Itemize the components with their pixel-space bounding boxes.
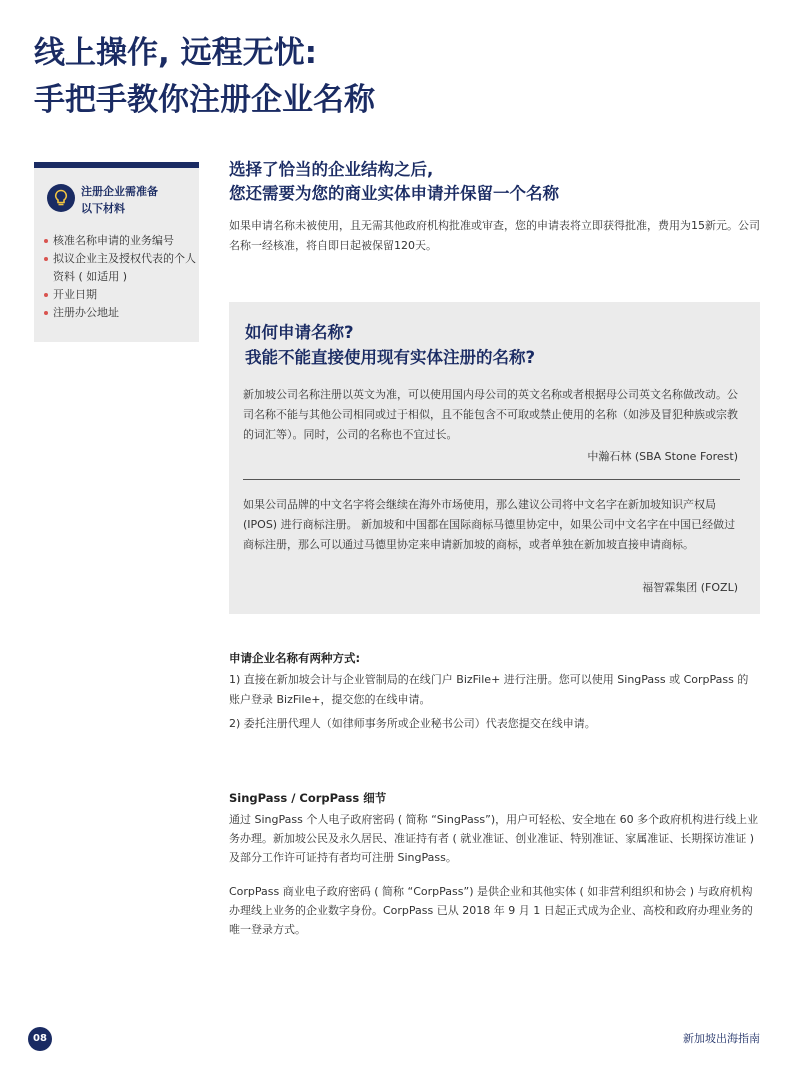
list-item: 拟议企业主及授权代表的个人资料 ( 如适用 ) <box>44 250 196 286</box>
corppass-paragraph: CorpPass 商业电子政府密码 ( 简称 “CorpPass”) 是供企业和其他实体 ( 如非营利组织和协会 ) 与政府机构办理线上业务的企业数字身份。CorpPass 已从 2018 年 9 月 1 日起正式成为企业、高校和政府办理业务的唯一登录方式。 <box>229 885 753 936</box>
page-title <box>34 30 594 124</box>
sidebar-title-line-1: 注册企业需准备 <box>81 185 158 198</box>
method-item-1: 1) 直接在新加坡会计与企业管制局的在线门户 BizFile+ 进行注册。您可以使用 SingPass 或 CorpPass 的账户登录 BizFile+，提交您的在线申请。 <box>229 673 749 706</box>
section-heading-line-2: 您还需要为您的商业实体申请并保留一个名称 <box>229 184 559 203</box>
page-title-line-1: 线上操作, 远程无忧: <box>34 35 317 71</box>
singpass-heading: SingPass / CorpPass 细节 <box>229 791 387 805</box>
section-heading <box>229 158 769 206</box>
page-title-line-2: 手把手教你注册企业名称 <box>34 82 375 118</box>
lightbulb-icon <box>47 184 75 212</box>
methods-heading: 申请企业名称有两种方式: <box>229 651 361 665</box>
sidebar-header <box>44 181 194 221</box>
qa-heading <box>245 320 745 370</box>
section-heading-line-1: 选择了恰当的企业结构之后, <box>229 160 434 179</box>
list-item: 开业日期 <box>44 286 196 304</box>
sidebar-title-line-2: 以下材料 <box>81 202 125 215</box>
singpass-paragraph: 通过 SingPass 个人电子政府密码 ( 简称 “SingPass”)，用户可轻松、安全地在 60 多个政府机构进行线上业务办理。新加坡公民及永久居民、准证持有者 ( 就业准证、创业准证、特别准证、家属准证、长期探访准证 ) 及部分工作许可证持有者均可注册 SingPass。 <box>229 813 759 864</box>
list-item: 注册办公地址 <box>44 304 196 322</box>
requirements-list <box>44 232 196 322</box>
requirements-sidebar <box>34 162 199 342</box>
intro-paragraph: 如果申请名称未被使用，且无需其他政府机构批准或审查，您的申请表将立即获得批准，费用为15新元。公司名称一经核准，将自即日起被保留120天。 <box>229 219 760 252</box>
page-number-badge: 08 <box>28 1027 52 1051</box>
expert-source-2: 福智霖集团 (FOZL) <box>642 581 738 594</box>
expert-source-1: 中瀚石林 (SBA Stone Forest) <box>587 450 738 463</box>
method-item-2: 2) 委托注册代理人（如律师事务所或企业秘书公司）代表您提交在线申请。 <box>229 717 596 730</box>
divider <box>243 479 740 480</box>
sidebar-title <box>81 183 191 217</box>
qa-heading-line-2: 我能不能直接使用现有实体注册的名称? <box>245 348 536 367</box>
qa-heading-line-1: 如何申请名称? <box>245 323 354 342</box>
expert-answer-2: 如果公司品牌的中文名字将会继续在海外市场使用，那么建议公司将中文名字在新加坡知识产权局 (IPOS) 进行商标注册。 新加坡和中国都在国际商标马德里协定中，如果公司中文名字在中国已经做过商标注册，那么可以通过马德里协定来申请新加坡的商标，或者单独在新加坡直接申请商标。 <box>243 498 736 551</box>
qa-callout-box <box>229 302 760 614</box>
list-item: 核准名称申请的业务编号 <box>44 232 196 250</box>
expert-answer-1: 新加坡公司名称注册以英文为准，可以使用国内母公司的英文名称或者根据母公司英文名称做改动。公司名称不能与其他公司相同或过于相似，且不能包含不可取或禁止使用的名称（如涉及冒犯种族或宗教的词汇等）。同时，公司的名称也不宜过长。 <box>243 388 738 441</box>
footer-title: 新加坡出海指南 <box>683 1032 760 1045</box>
